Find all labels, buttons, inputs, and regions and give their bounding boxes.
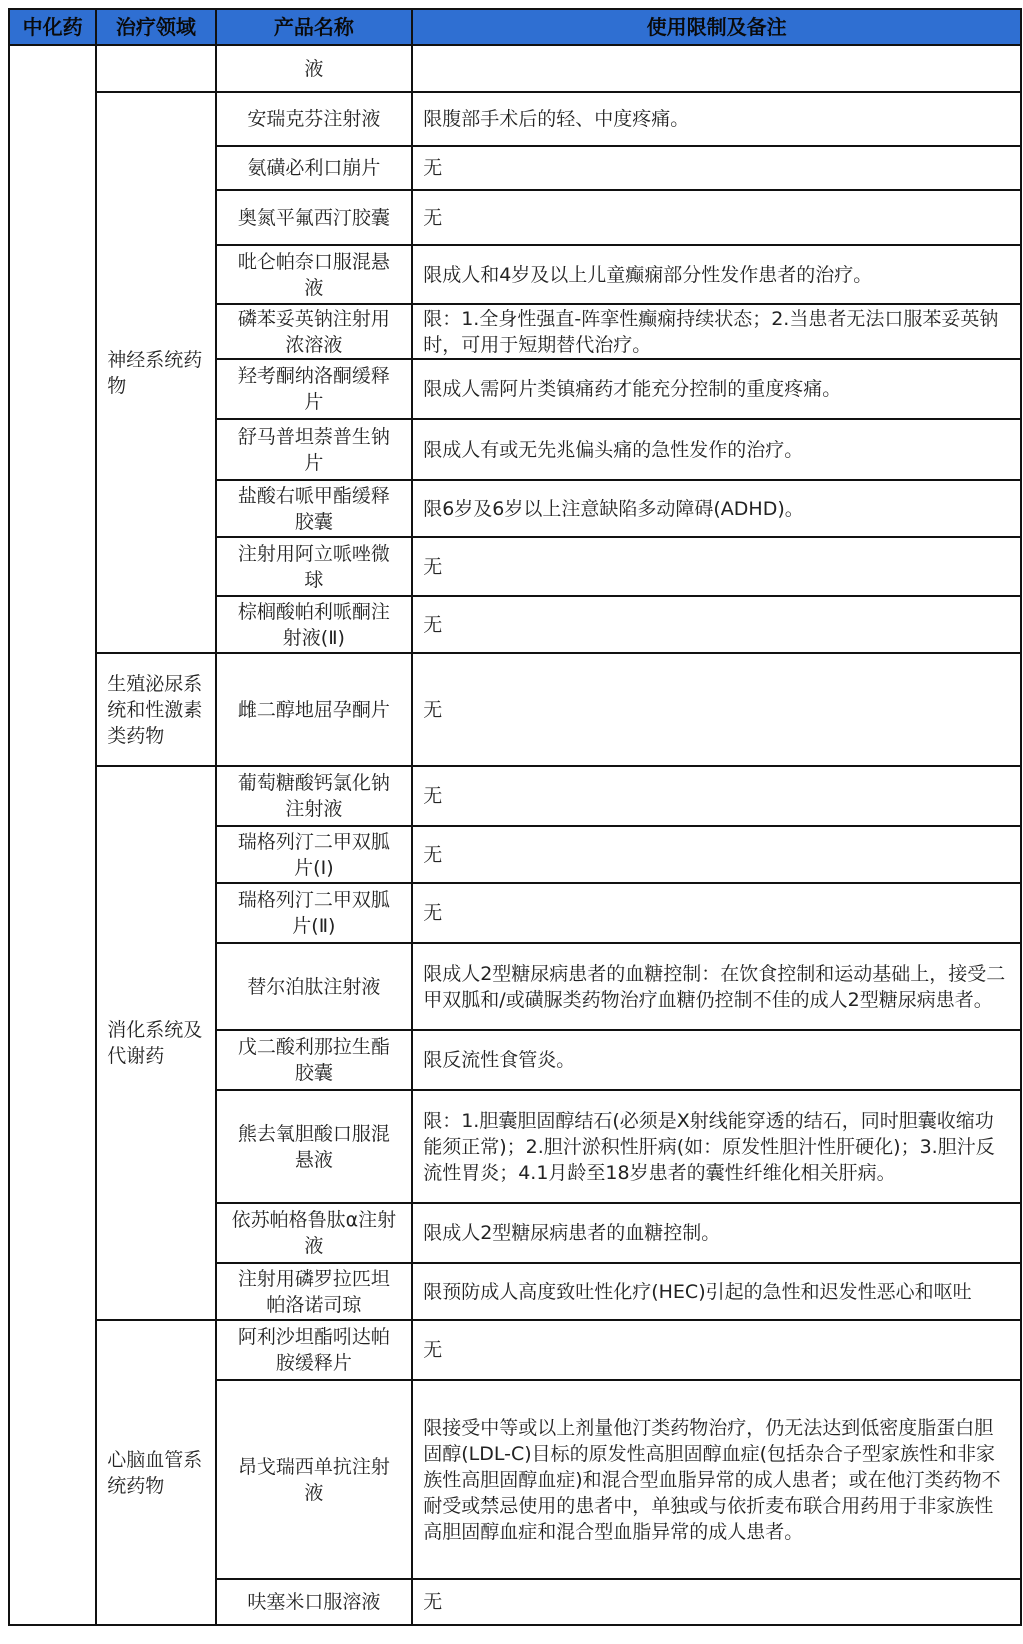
- domain-cell: 消化系统及代谢药: [96, 766, 215, 1320]
- header-domain: 治疗领域: [96, 9, 215, 45]
- drug-table: [8, 8, 1022, 1626]
- remark-cell: 无: [412, 826, 1021, 883]
- remark-cell: 限成人2型糖尿病患者的血糖控制。: [412, 1203, 1021, 1263]
- product-name-cell: 氨磺必利口崩片: [216, 146, 413, 190]
- product-name-cell: 羟考酮纳洛酮缓释片: [216, 359, 413, 419]
- domain-cell: 生殖泌尿系统和性激素类药物: [96, 653, 215, 766]
- category-cell: [9, 45, 96, 1625]
- remark-cell: 限预防成人高度致吐性化疗(HEC)引起的急性和迟发性恶心和呕吐: [412, 1263, 1021, 1320]
- product-name-cell: 注射用阿立哌唑微球: [216, 537, 413, 596]
- header-remark: 使用限制及备注: [412, 9, 1021, 45]
- product-name-cell: 昂戈瑞西单抗注射液: [216, 1380, 413, 1579]
- product-name-cell: 瑞格列汀二甲双胍片(Ⅰ): [216, 826, 413, 883]
- table-row: [9, 766, 1021, 826]
- remark-cell: 无: [412, 596, 1021, 653]
- product-name-cell: 替尔泊肽注射液: [216, 943, 413, 1030]
- remark-cell: 无: [412, 766, 1021, 826]
- product-name-cell: 棕榈酸帕利哌酮注射液(Ⅱ): [216, 596, 413, 653]
- remark-cell: [412, 45, 1021, 92]
- domain-cell: [96, 45, 215, 92]
- remark-cell: 无: [412, 883, 1021, 943]
- product-name-cell: 瑞格列汀二甲双胍片(Ⅱ): [216, 883, 413, 943]
- remark-cell: 限接受中等或以上剂量他汀类药物治疗，仍无法达到低密度脂蛋白胆固醇(LDL-C)目标的原发性高胆固醇血症(包括杂合子型家族性和非家族性高胆固醇血症)和混合型血脂异常的成人患者；或在他汀类药物不耐受或禁忌使用的患者中，单独或与依折麦布联合用药用于非家族性高胆固醇血症和混合型血脂异常的成人患者。: [412, 1380, 1021, 1579]
- remark-cell: 限成人需阿片类镇痛药才能充分控制的重度疼痛。: [412, 359, 1021, 419]
- remark-cell: 限：1.胆囊胆固醇结石(必须是X射线能穿透的结石，同时胆囊收缩功能须正常)；2.胆汁淤积性肝病(如：原发性胆汁性肝硬化)；3.胆汁反流性胃炎；4.1月龄至18岁患者的囊性纤维化相关肝病。: [412, 1090, 1021, 1203]
- remark-cell: 限成人2型糖尿病患者的血糖控制：在饮食控制和运动基础上，接受二甲双胍和/或磺脲类药物治疗血糖仍控制不佳的成人2型糖尿病患者。: [412, 943, 1021, 1030]
- remark-cell: 无: [412, 190, 1021, 245]
- table-row: [9, 45, 1021, 92]
- product-name-cell: 奥氮平氟西汀胶囊: [216, 190, 413, 245]
- product-name-cell: 戊二酸利那拉生酯胶囊: [216, 1030, 413, 1090]
- table-row: [9, 653, 1021, 766]
- product-name-cell: 盐酸右哌甲酯缓释胶囊: [216, 480, 413, 537]
- remark-cell: 无: [412, 1579, 1021, 1625]
- remark-cell: 限成人和4岁及以上儿童癫痫部分性发作患者的治疗。: [412, 245, 1021, 304]
- remark-cell: 无: [412, 146, 1021, 190]
- product-name-cell: 舒马普坦萘普生钠片: [216, 419, 413, 480]
- product-name-cell: 依苏帕格鲁肽α注射液: [216, 1203, 413, 1263]
- domain-cell: 心脑血管系统药物: [96, 1320, 215, 1625]
- remark-cell: 限反流性食管炎。: [412, 1030, 1021, 1090]
- remark-cell: 限：1.全身性强直-阵挛性癫痫持续状态；2.当患者无法口服苯妥英钠时，可用于短期替代治疗。: [412, 304, 1021, 359]
- header-product: 产品名称: [216, 9, 413, 45]
- product-name-cell: 安瑞克芬注射液: [216, 92, 413, 146]
- remark-cell: 限成人有或无先兆偏头痛的急性发作的治疗。: [412, 419, 1021, 480]
- product-name-cell: 吡仑帕奈口服混悬液: [216, 245, 413, 304]
- product-name-cell: 阿利沙坦酯吲达帕胺缓释片: [216, 1320, 413, 1380]
- remark-cell: 无: [412, 537, 1021, 596]
- product-name-cell: 呋塞米口服溶液: [216, 1579, 413, 1625]
- remark-cell: 无: [412, 1320, 1021, 1380]
- table-row: [9, 92, 1021, 146]
- domain-cell: 神经系统药物: [96, 92, 215, 653]
- product-name-cell: 雌二醇地屈孕酮片: [216, 653, 413, 766]
- table-row: [9, 1320, 1021, 1380]
- header-category: 中化药: [9, 9, 96, 45]
- remark-cell: 无: [412, 653, 1021, 766]
- product-name-cell: 熊去氧胆酸口服混悬液: [216, 1090, 413, 1203]
- remark-cell: 限6岁及6岁以上注意缺陷多动障碍(ADHD)。: [412, 480, 1021, 537]
- product-name-cell: 葡萄糖酸钙氯化钠注射液: [216, 766, 413, 826]
- product-name-cell: 液: [216, 45, 413, 92]
- product-name-cell: 磷苯妥英钠注射用浓溶液: [216, 304, 413, 359]
- remark-cell: 限腹部手术后的轻、中度疼痛。: [412, 92, 1021, 146]
- product-name-cell: 注射用磷罗拉匹坦帕洛诺司琼: [216, 1263, 413, 1320]
- header-row: [9, 9, 1021, 45]
